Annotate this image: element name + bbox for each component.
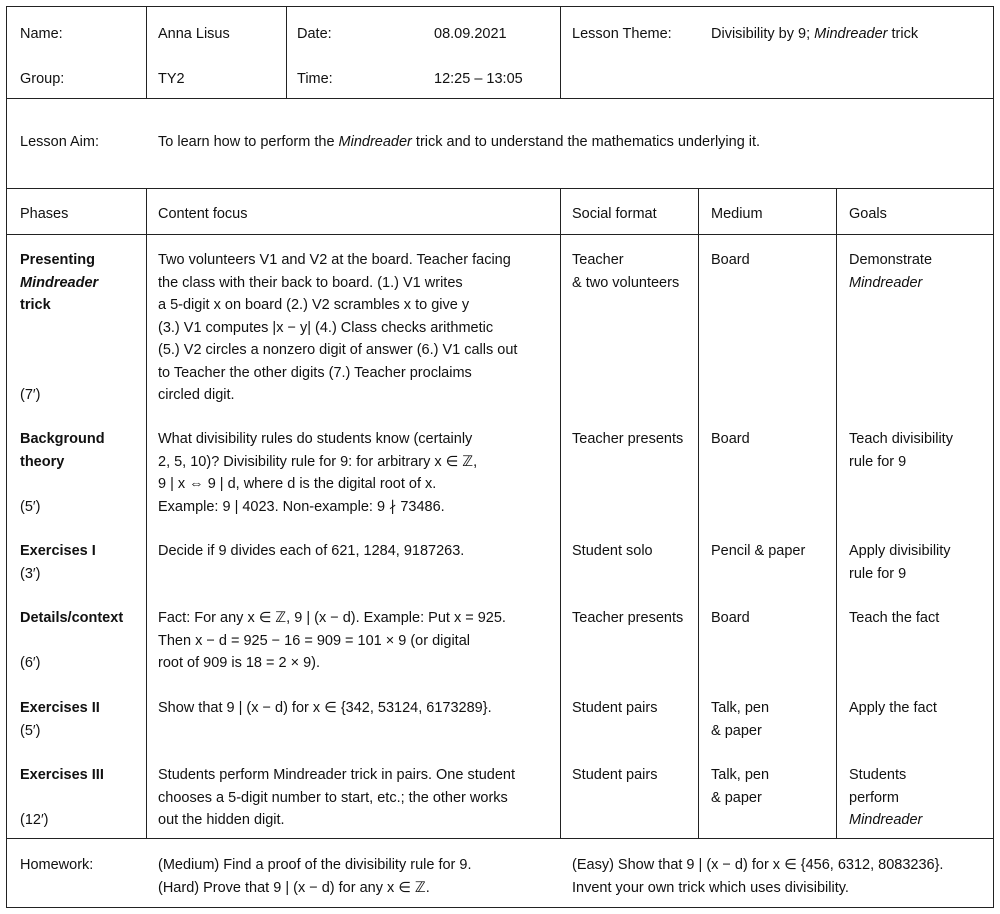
medium-cell <box>711 764 769 809</box>
phase-duration: (7′) <box>20 387 41 403</box>
social-cell <box>572 607 683 630</box>
phase-cell <box>20 697 100 742</box>
theme-value: Divisibility by 9; Mindreader trick <box>711 26 919 42</box>
social-line: Teacher <box>572 252 624 268</box>
content-cell <box>158 540 464 563</box>
social-cell <box>572 764 657 787</box>
social-cell <box>572 249 679 294</box>
date-value: 08.09.2021 <box>434 26 507 42</box>
goals-line: Apply divisibility <box>849 543 951 559</box>
phase-cell <box>20 249 98 317</box>
divider <box>7 838 993 839</box>
medium-cell <box>711 607 750 630</box>
phase-duration: (5′) <box>20 722 41 739</box>
content-line: (3.) V1 computes |x − y| (4.) Class checks arithmetic <box>158 319 494 336</box>
goals-line: Students <box>849 767 907 783</box>
goals-line: rule for 9 <box>849 453 907 470</box>
goals-line: Teach the fact <box>849 610 940 626</box>
content-line: 2, 5, 10)? Divisibility rule for 9: for arbitrary x ∈ ℤ, <box>158 453 478 470</box>
group-label: Group: <box>20 71 65 87</box>
goals-cell <box>849 428 953 473</box>
homework-line: (Medium) Find a proof of the divisibility rule for 9. <box>158 857 472 873</box>
content-line: chooses a 5-digit number to start, etc.; the other works <box>158 789 508 806</box>
content-line: 9 | x ⇔ 9 | d, where d is the digital root of x. <box>158 476 437 492</box>
phase-cell <box>20 764 104 787</box>
phase-duration: (12′) <box>20 812 49 828</box>
phase-title: Exercises III <box>20 767 104 783</box>
content-line: root of 909 is 18 = 2 × 9). <box>158 655 321 671</box>
social-line: & two volunteers <box>572 274 680 291</box>
goals-cell <box>849 697 937 720</box>
medium-line: Board <box>711 252 750 268</box>
social-cell <box>572 428 683 451</box>
goals-line: Demonstrate <box>849 252 933 268</box>
goals-line: Teach divisibility <box>849 431 953 447</box>
phase-cell <box>20 607 123 630</box>
name-value: Anna Lisus <box>158 26 230 42</box>
goals-line: Mindreader <box>849 274 923 291</box>
content-line: Decide if 9 divides each of 621, 1284, 9187263. <box>158 543 465 559</box>
time-label: Time: <box>297 71 333 87</box>
homework-label: Homework: <box>20 857 94 873</box>
goals-cell <box>849 249 932 294</box>
phase-duration: (5′) <box>20 499 41 515</box>
goals-line: Apply the fact <box>849 700 937 716</box>
content-cell <box>158 607 506 675</box>
phase-title: Exercises II <box>20 700 100 716</box>
divider <box>286 7 287 98</box>
content-line: Then x − d = 925 − 16 = 909 = 101 × 9 (or digital <box>158 632 470 649</box>
aim-text: To learn how to perform the Mindreader trick and to understand the mathematics underlying it. <box>158 134 761 150</box>
lesson-plan-table <box>6 6 994 908</box>
medium-line: Board <box>711 431 750 447</box>
content-cell <box>158 697 492 720</box>
content-line: (5.) V2 circles a nonzero digit of answer (6.) V1 calls out <box>158 342 518 358</box>
content-line: out the hidden digit. <box>158 812 285 828</box>
homework-right <box>572 854 943 899</box>
phase-duration: (6′) <box>20 655 41 671</box>
social-line: Student solo <box>572 543 653 559</box>
phase-cell <box>20 428 105 473</box>
phase-title: Background <box>20 431 105 447</box>
phase-cell <box>20 540 96 585</box>
homework-line: Invent your own trick which uses divisibility. <box>572 879 849 896</box>
phase-title: Mindreader <box>20 274 99 291</box>
content-line: circled digit. <box>158 387 235 403</box>
social-cell <box>572 697 657 720</box>
phase-duration: (3′) <box>20 565 41 582</box>
content-line: Two volunteers V1 and V2 at the board. Teacher facing <box>158 252 511 268</box>
medium-line: Board <box>711 610 750 626</box>
column-header-social: Social format <box>572 206 657 222</box>
phase-title: trick <box>20 297 51 313</box>
theme-label: Lesson Theme: <box>572 26 672 42</box>
medium-line: & paper <box>711 789 762 806</box>
homework-left <box>158 854 472 899</box>
name-label: Name: <box>20 26 63 42</box>
aim-label: Lesson Aim: <box>20 134 99 150</box>
content-cell <box>158 249 517 407</box>
social-line: Student pairs <box>572 767 658 783</box>
goals-cell <box>849 540 951 585</box>
divider <box>7 188 993 189</box>
medium-cell <box>711 249 750 272</box>
social-line: Teacher presents <box>572 610 684 626</box>
content-line: Fact: For any x ∈ ℤ, 9 | (x − d). Example: Put x = 925. <box>158 610 506 626</box>
phase-title: theory <box>20 453 65 470</box>
column-header-goals: Goals <box>849 206 887 222</box>
content-cell <box>158 764 515 832</box>
divider <box>146 188 147 838</box>
medium-line: Talk, pen <box>711 767 770 783</box>
medium-cell <box>711 697 769 742</box>
time-value: 12:25 – 13:05 <box>434 71 523 87</box>
divider <box>698 188 699 838</box>
medium-cell <box>711 428 750 451</box>
phase-title: Presenting <box>20 252 95 268</box>
divider <box>7 234 993 235</box>
phase-title: Exercises I <box>20 543 96 559</box>
content-line: Students perform Mindreader trick in pairs. One student <box>158 767 516 783</box>
column-header-medium: Medium <box>711 206 763 222</box>
column-header-phases: Phases <box>20 206 69 222</box>
date-label: Date: <box>297 26 332 42</box>
content-cell <box>158 428 477 518</box>
content-line: Example: 9 | 4023. Non-example: 9 ∤ 73486. <box>158 498 445 515</box>
social-line: Student pairs <box>572 700 658 716</box>
medium-line: & paper <box>711 722 762 739</box>
divider <box>146 7 147 98</box>
divider <box>7 98 993 99</box>
divider <box>560 188 561 838</box>
divider <box>836 188 837 838</box>
goals-line: rule for 9 <box>849 565 907 582</box>
homework-line: (Hard) Prove that 9 | (x − d) for any x ∈ ℤ. <box>158 879 430 896</box>
homework-line: (Easy) Show that 9 | (x − d) for x ∈ {456, 6312, 8083236}. <box>572 857 944 873</box>
column-header-content: Content focus <box>158 206 248 222</box>
medium-cell <box>711 540 805 563</box>
goals-cell <box>849 764 922 832</box>
divider <box>560 7 561 98</box>
content-line: the class with their back to board. (1.) V1 writes <box>158 274 463 291</box>
goals-line: Mindreader <box>849 812 923 828</box>
content-line: What divisibility rules do students know (certainly <box>158 431 473 447</box>
social-line: Teacher presents <box>572 431 684 447</box>
medium-line: Talk, pen <box>711 700 770 716</box>
medium-line: Pencil & paper <box>711 543 806 559</box>
goals-line: perform <box>849 789 899 806</box>
content-line: a 5-digit x on board (2.) V2 scrambles x to give y <box>158 297 470 313</box>
content-line: to Teacher the other digits (7.) Teacher proclaims <box>158 364 472 381</box>
content-line: Show that 9 | (x − d) for x ∈ {342, 53124, 6173289}. <box>158 700 492 716</box>
group-value: TY2 <box>158 71 185 87</box>
social-cell <box>572 540 653 563</box>
goals-cell <box>849 607 939 630</box>
phase-title: Details/context <box>20 610 124 626</box>
